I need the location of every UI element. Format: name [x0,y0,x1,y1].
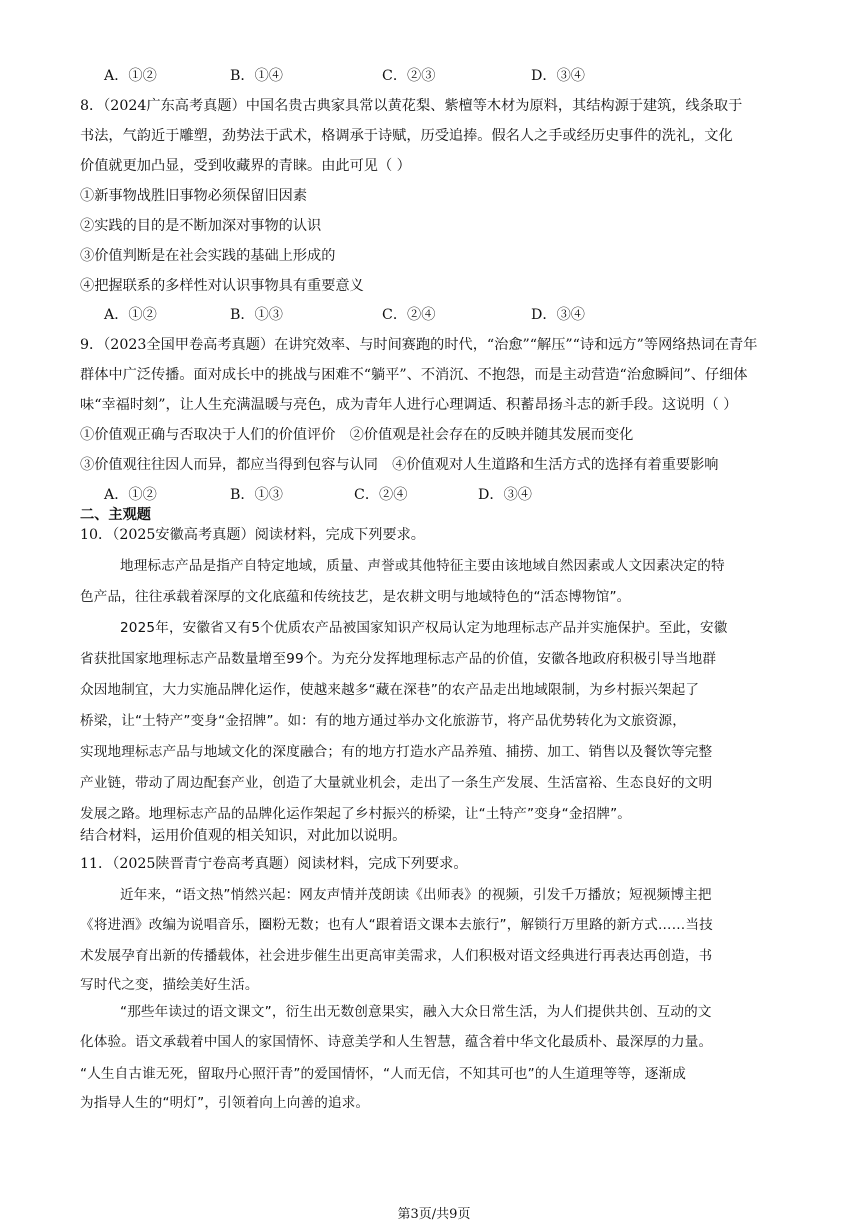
q8-item-1: ①新事物战胜旧事物必须保留旧因素 [80,188,308,204]
q7-option-b: B．①④ [230,68,283,84]
q9-stem-line-2: 群体中广泛传播。面对成长中的挑战与困难不“躺平”、不消沉、不抱怨，而是主动营造“治愈瞬间”、仔细体 [80,367,748,383]
q8-options [104,305,664,325]
q11-material-line-5: “那些年读过的语文课文”，衍生出无数创意果实，融入大众日常生活，为人们提供共创、互动的文 [120,1004,712,1020]
q10-task: 结合材料，运用价值观的相关知识，对此加以说明。 [80,828,407,844]
q10-material-line-4: 省获批国家地理标志产品数量增至99个。为充分发挥地理标志产品的价值，安徽各地政府积极引导当地群 [80,651,717,667]
q9-items-row-1: ①价值观正确与否取决于人们的价值评价 ②价值观是社会存在的反映并随其发展而变化 [80,427,634,443]
q10-stem: 10．（2025安徽高考真题）阅读材料，完成下列要求。 [80,527,425,543]
q7-option-d: D．③④ [531,68,585,84]
q8-stem-line-2: 书法，气韵近于雕塑，劲势法于武术，格调承于诗赋，历受追捧。假名人之手或经历史事件的洗礼，文化 [80,128,733,144]
q8-stem-line-1: 8．（2024广东高考真题）中国名贵古典家具常以黄花梨、紫檀等木材为原料，其结构源于建筑，线条取于 [80,98,743,114]
q8-stem-line-3: 价值就更加凸显，受到收藏界的青睐。由此可见（ ） [80,158,411,174]
q10-material-line-2: 色产品，往往承载着深厚的文化底蕴和传统技艺，是农耕文明与地域特色的“活态博物馆”。 [80,589,631,605]
q9-option-c: C．②④ [354,487,408,503]
q10-material-line-8: 产业链，带动了周边配套产业，创造了大量就业机会，走出了一条生产发展、生活富裕、生态良好的文明 [80,775,713,791]
q9-items-row-2: ③价值观往往因人而异，都应当得到包容与认同 ④价值观对人生道路和生活方式的选择有着重要影响 [80,457,719,473]
q9-option-a: A．①② [104,487,157,503]
q11-material-line-2: 《将进酒》改编为说唱音乐，圈粉无数；也有人“跟着语文课本去旅行”，解锁行万里路的新方式……当技 [80,917,713,933]
q11-material-line-1: 近年来，“语文热”悄然兴起：网友声情并茂朗读《出师表》的视频，引发千万播放；短视频博主把 [120,887,712,903]
q8-option-c: C．②④ [382,307,436,323]
q10-material-line-6: 桥梁，让“土特产”变身“金招牌”。如：有的地方通过举办文化旅游节，将产品优势转化为文旅资源， [80,713,687,729]
q11-material-line-8: 为指导人生的“明灯”，引领着向上向善的追求。 [80,1095,370,1111]
q7-options [104,66,664,86]
q11-material-line-4: 写时代之变，描绘美好生活。 [80,977,259,993]
q8-option-a: A．①② [104,307,157,323]
q10-material-line-9: 发展之路。地理标志产品的品牌化运作架起了乡村振兴的桥梁，让“土特产”变身“金招牌”。 [80,806,632,822]
page-number: 第3页/共9页 [397,1207,471,1222]
q11-material-line-3: 术发展孕育出新的传播载体，社会进步催生出更高审美需求，人们积极对语文经典进行再表达再创造，书 [80,948,713,964]
q10-material-line-7: 实现地理标志产品与地域文化的深度融合；有的地方打造水产品养殖、捕捞、加工、销售以及餐饮等完整 [80,744,713,760]
q8-item-2: ②实践的目的是不断加深对事物的认识 [80,218,322,234]
q9-option-b: B．①③ [230,487,283,503]
q10-material-line-5: 众因地制宜，大力实施品牌化运作，使越来越多“藏在深巷”的农产品走出地域限制，为乡村振兴架起了 [80,682,700,698]
q7-option-a: A．①② [104,68,157,84]
q11-material-line-6: 化体验。语文承载着中国人的家国情怀、诗意美学和人生智慧，蕴含着中华文化最质朴、最深厚的力量。 [80,1034,713,1050]
q7-option-c: C．②③ [382,68,436,84]
q9-options [104,485,664,505]
section-title: 二、主观题 [80,507,151,523]
q11-material-line-7: “人生自古谁无死，留取丹心照汗青”的爱国情怀，“人而无信，不知其可也”的人生道理等等，逐渐成 [80,1066,687,1082]
q8-option-d: D．③④ [531,307,585,323]
q11-stem: 11．（2025陕晋青宁卷高考真题）阅读材料，完成下列要求。 [80,856,468,872]
q9-stem-line-3: 味“幸福时刻”，让人生充满温暖与亮色，成为青年人进行心理调适、积蓄昂扬斗志的新手段。这说明（ ） [80,397,738,413]
q8-item-4: ④把握联系的多样性对认识事物具有重要意义 [80,278,364,294]
q8-option-b: B．①③ [230,307,283,323]
q8-item-3: ③价值判断是在社会实践的基础上形成的 [80,248,336,264]
q9-option-d: D．③④ [478,487,532,503]
q10-material-line-1: 地理标志产品是指产自特定地域，质量、声誉或其他特征主要由该地域自然因素或人文因素决定的特 [120,558,725,574]
q9-stem-line-1: 9．（2023全国甲卷高考真题）在讲究效率、与时间赛跑的时代，“治愈”“解压”“诗和远方”等网络热词在青年 [80,337,758,353]
q10-material-line-3: 2025年，安徽省又有5个优质农产品被国家知识产权局认定为地理标志产品并实施保护。至此，安徽 [120,620,728,636]
